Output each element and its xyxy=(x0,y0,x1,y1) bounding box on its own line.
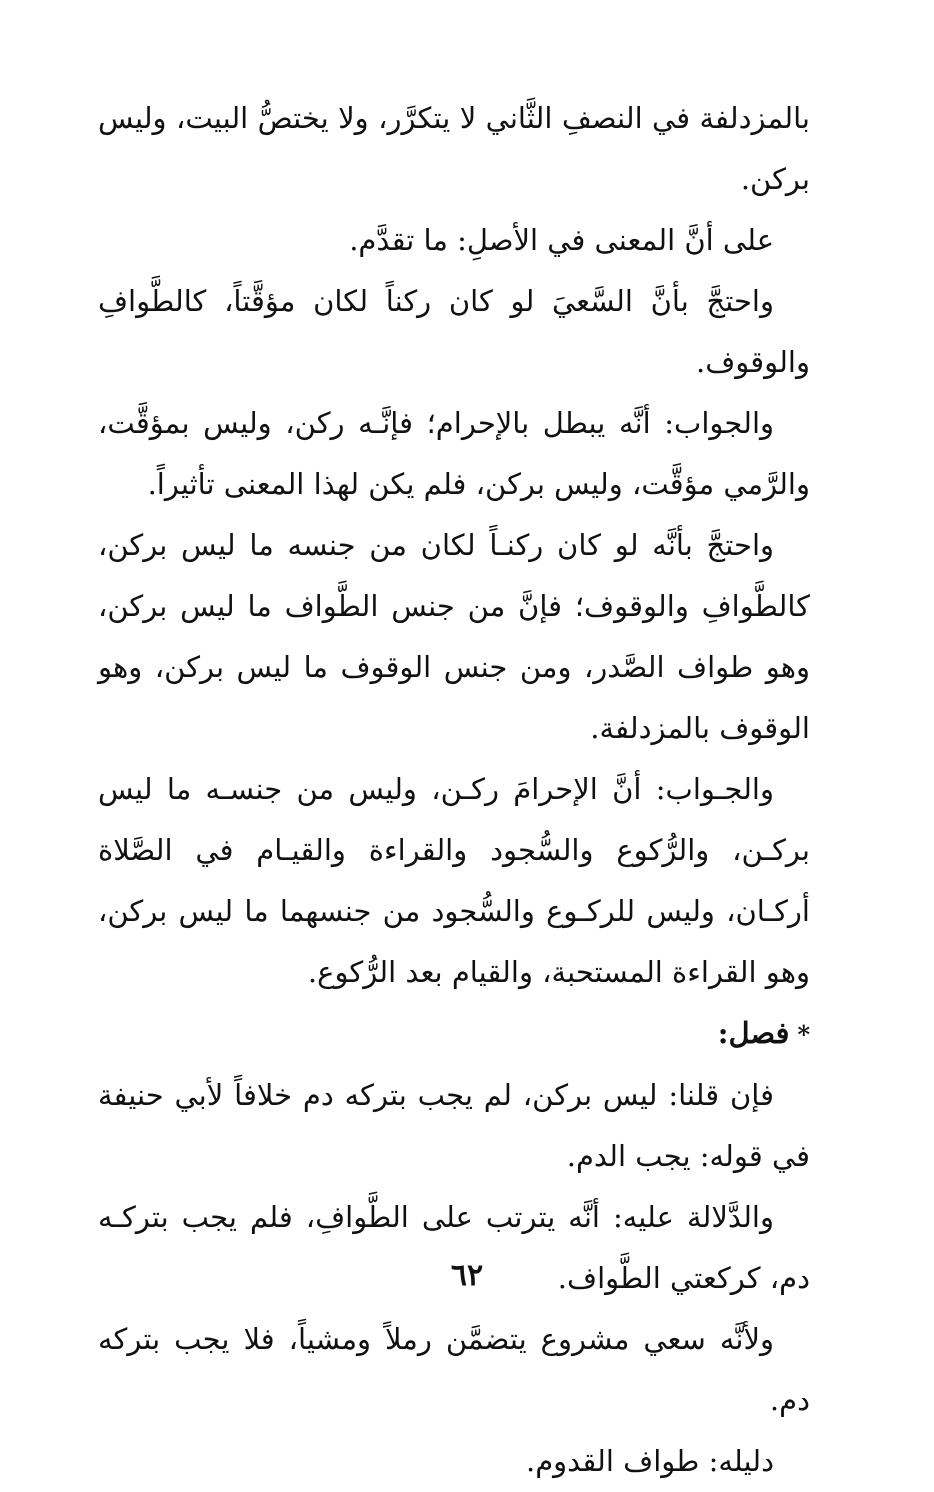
paragraph-1: بالمزدلفة في النصفِ الثَّاني لا يتكرَّر، ولا يختصُّ البيت، وليس بركن. xyxy=(98,101,810,196)
section-heading-label: فصل: xyxy=(717,1016,790,1050)
paragraph-9: ولأنَّه سعي مشروع يتضمَّن رملاً ومشياً، فلا يجب بتركه دم. xyxy=(98,1322,810,1417)
paragraph-5: واحتجَّ بأنَّه لو كان ركنـاً لكان من جنسه ما ليس بركن، كالطَّوافِ والوقوف؛ فإنَّ من جنس الطَّواف ما ليس بركن، وهو طواف الصَّدر، ومن جنس الوقوف ما ليس بركن، وهو الوقوف بالمزدلفة. xyxy=(98,528,810,745)
paragraph-3: واحتجَّ بأنَّ السَّعيَ لو كان ركناً لكان مؤقَّتاً، كالطَّوافِ والوقوف. xyxy=(98,284,810,379)
section-heading xyxy=(98,1003,810,1065)
star-bullet-icon: * xyxy=(797,1020,810,1049)
paragraph-6: والجـواب: أنَّ الإحرامَ ركـن، وليس من جنسـه ما ليس بركـن، والرُّكوع والسُّجود والقراءة والقيـام في الصَّلاة أركـان، وليس للركـوع والسُّجود من جنسهما ما ليس بركن، وهو القراءة المستحبة، والقيام بعد الرُّكوع. xyxy=(98,772,810,989)
paragraph-7: فإن قلنا: ليس بركن، لم يجب بتركه دم خلافاً لأبي حنيفة في قوله: يجب الدم. xyxy=(98,1078,810,1173)
paragraph-8: والدَّلالة عليه: أنَّه يترتب على الطَّوافِ، فلم يجب بتركـه دم، كركعتي الطَّواف. xyxy=(98,1200,810,1295)
paragraph-2: على أنَّ المعنى في الأصلِ: ما تقدَّم. xyxy=(349,223,774,257)
paragraph-4: والجواب: أنَّه يبطل بالإحرام؛ فإنَّـه ركن، وليس بمؤقَّت، والرَّمي مؤقَّت، وليس بركن، فلم يكن لهذا المعنى تأثيراً. xyxy=(98,406,810,501)
page-number: ٦٢ xyxy=(450,1258,484,1293)
paragraph-10: دليله: طواف القدوم. xyxy=(525,1444,774,1478)
